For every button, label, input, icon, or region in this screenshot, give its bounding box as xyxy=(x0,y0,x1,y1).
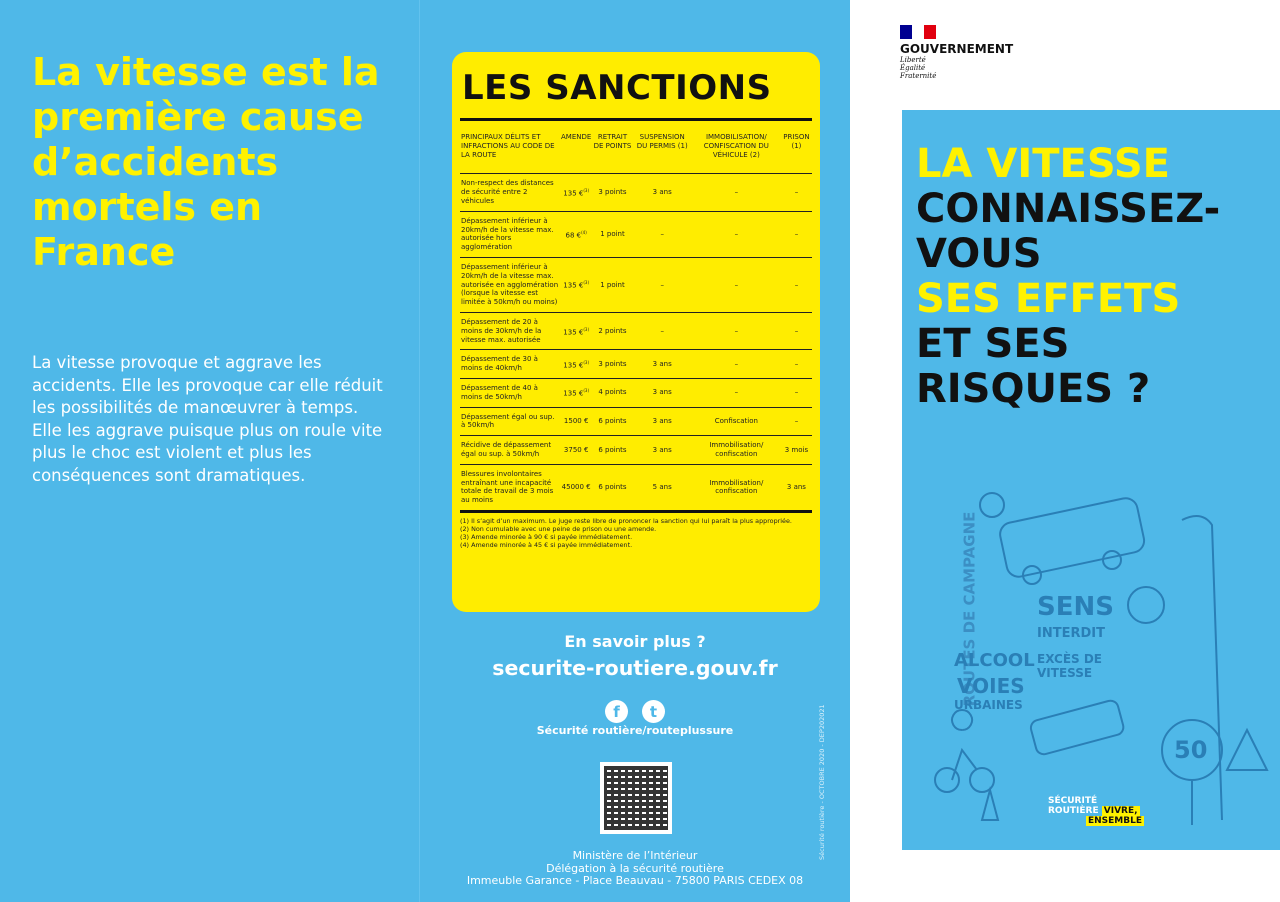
table-cell xyxy=(633,407,692,436)
footnote: (2) Non cumulable avec une peine de prison ou une amende. xyxy=(460,524,657,533)
cell-text: 45000 € xyxy=(561,482,591,491)
table-cell xyxy=(692,312,781,349)
table-cell xyxy=(560,436,592,465)
cell-text: Immobilisation/ confiscation xyxy=(709,478,764,496)
table-cell xyxy=(781,174,812,211)
cell-text: – xyxy=(734,280,739,289)
illustration-label: SENS xyxy=(1037,592,1114,622)
footnote-ref: (4) xyxy=(581,229,587,235)
cover-title xyxy=(916,142,1220,412)
table-row xyxy=(460,257,812,312)
cell-text: – xyxy=(660,280,664,289)
footnote: (1) Il s’agit d’un maximum. Le juge reste libre de prononcer la sanction qui lui paraît la plus appropriée. xyxy=(460,516,792,525)
table-cell xyxy=(633,211,692,257)
table-cell xyxy=(781,378,812,407)
cell-text: Dépassement de 20 à moins de 30km/h de la vitesse max. autorisée xyxy=(461,317,542,344)
cell-text: 135 € xyxy=(563,281,584,290)
table-cell xyxy=(560,378,592,407)
table-cell xyxy=(592,378,632,407)
cell-text: 1 point xyxy=(600,280,625,289)
table-cell xyxy=(692,436,781,465)
table-row xyxy=(460,464,812,510)
table-cell xyxy=(692,174,781,211)
cell-text: Non-respect des distances de sécurité entre 2 véhicules xyxy=(461,179,554,205)
social-handle: Sécurité routière/routeplussure xyxy=(536,724,734,737)
cell-text: – xyxy=(794,188,799,197)
illustration-label: EXCÈS DE VITESSE xyxy=(1037,652,1103,680)
securite-routiere-logo xyxy=(1048,796,1144,826)
table-cell xyxy=(592,407,632,436)
body-paragraph: La vitesse provoque et aggrave les accidents. Elle les provoque car elle réduit les possibilités de manœuvrer à temps. xyxy=(32,353,383,417)
motto: Égalité xyxy=(900,64,926,72)
table-cell xyxy=(460,436,560,465)
column-header: RETRAIT DE POINTS xyxy=(593,133,632,150)
cell-text: 5 ans xyxy=(652,482,672,491)
cell-text: – xyxy=(734,229,739,238)
cell-text: Dépassement égal ou sup. à 50km/h xyxy=(461,412,555,430)
twitter-icon[interactable]: t xyxy=(642,700,665,723)
cell-text: 4 points xyxy=(598,388,627,397)
left-title: La vitesse est la première cause d’accidents mortels en France xyxy=(32,50,380,274)
column-header: PRISON (1) xyxy=(783,133,810,150)
cell-text: – xyxy=(660,326,664,335)
table-cell xyxy=(560,464,592,510)
table-cell xyxy=(781,350,812,379)
table-cell xyxy=(460,464,560,510)
title-line: ET SES xyxy=(916,321,1070,367)
illustration-label: 50 xyxy=(1174,736,1208,764)
table-cell xyxy=(633,174,692,211)
table-cell xyxy=(460,174,560,211)
cell-text: Dépassement de 40 à moins de 50km/h xyxy=(461,383,538,401)
table-cell xyxy=(592,174,632,211)
cell-text: Dépassement inférieur à 20km/h de la vitesse max. autorisée en agglomération (lorsque la vitesse est limitée à 50km/h ou moins) xyxy=(461,262,559,307)
column-header: AMENDE xyxy=(561,133,592,141)
cell-text: – xyxy=(734,188,739,197)
table-cell xyxy=(781,464,812,510)
cell-text: Blessures involontaires entraînant une incapacité totale de travail de 3 mois au moins xyxy=(461,469,554,505)
sanctions-card xyxy=(452,52,820,612)
table-cell xyxy=(460,378,560,407)
facebook-icon[interactable]: f xyxy=(605,700,628,723)
cell-text: 6 points xyxy=(598,416,627,425)
table-cell xyxy=(460,211,560,257)
cell-text: – xyxy=(794,326,799,335)
divider xyxy=(460,118,812,121)
cell-text: – xyxy=(734,388,739,397)
table-row xyxy=(460,312,812,349)
cell-text: 3 points xyxy=(598,359,627,368)
cell-text: 3 points xyxy=(598,188,627,197)
footnote: (4) Amende minorée à 45 € si payée immédiatement. xyxy=(460,540,633,549)
cell-text: 3 ans xyxy=(652,359,672,368)
body-paragraph: Elle les aggrave puisque plus on roule vite plus le choc est violent et plus les conséquences sont dramatiques. xyxy=(32,420,383,485)
cover-card xyxy=(902,110,1280,850)
logo-text: ROUTIÈRE xyxy=(1048,806,1099,816)
footnotes xyxy=(460,510,812,549)
footnote-ref: (3) xyxy=(583,280,590,286)
social-links xyxy=(420,700,850,723)
table-cell xyxy=(560,257,592,312)
table-cell xyxy=(560,174,592,211)
table-cell xyxy=(781,312,812,349)
table-cell xyxy=(592,350,632,379)
table-cell xyxy=(592,257,632,312)
government-logo xyxy=(900,25,1013,80)
table-cell xyxy=(781,436,812,465)
address xyxy=(420,850,850,888)
cell-text: 3750 € xyxy=(563,445,589,454)
cell-text: 6 points xyxy=(598,482,627,491)
cell-text: 1 point xyxy=(600,229,625,238)
learn-more-label: En savoir plus ? xyxy=(564,632,706,651)
cell-text: 3 ans xyxy=(786,482,806,491)
table-cell xyxy=(692,350,781,379)
footnote-ref: (3) xyxy=(583,188,590,194)
road-illustration xyxy=(902,480,1280,850)
table-cell xyxy=(633,464,692,510)
cell-text: – xyxy=(794,359,799,368)
flag-icon xyxy=(900,25,936,39)
table-cell xyxy=(460,350,560,379)
left-panel xyxy=(0,0,420,902)
footnote-ref: (3) xyxy=(583,359,590,365)
footnote-ref: (3) xyxy=(583,326,590,332)
cell-text: – xyxy=(794,416,799,425)
cell-text: 3 ans xyxy=(652,445,672,454)
cell-text: – xyxy=(734,326,739,335)
footnote-ref: (3) xyxy=(583,388,590,394)
table-cell xyxy=(633,350,692,379)
cell-text: Dépassement de 30 à moins de 40km/h xyxy=(461,355,538,373)
column-header: SUSPENSION DU PERMIS (1) xyxy=(636,133,688,150)
title-line: RISQUES ? xyxy=(916,366,1151,412)
title-line: VOUS xyxy=(916,231,1042,277)
title-line: SES EFFETS xyxy=(916,276,1181,322)
table-cell xyxy=(560,407,592,436)
cell-text: – xyxy=(794,229,799,238)
cell-text: 3 ans xyxy=(652,388,672,397)
cell-text: 135 € xyxy=(563,360,584,369)
illustration-label: ALCOOL xyxy=(954,650,1035,671)
middle-panel xyxy=(420,0,850,902)
address-line: Immeuble Garance - Place Beauvau - 75800 PARIS CEDEX 08 xyxy=(466,874,804,887)
cell-text: 3 mois xyxy=(784,445,809,454)
table-cell xyxy=(781,257,812,312)
table-row xyxy=(460,378,812,407)
cell-text: 2 points xyxy=(598,326,627,335)
website-link[interactable]: securite-routiere.gouv.fr xyxy=(492,656,778,680)
footnote: (3) Amende minorée à 90 € si payée immédiatement. xyxy=(460,532,633,541)
table-cell xyxy=(692,257,781,312)
table-cell xyxy=(592,211,632,257)
motto: Liberté xyxy=(900,56,926,64)
cell-text: 135 € xyxy=(563,327,584,336)
column-header: PRINCIPAUX DÉLITS ET INFRACTIONS AU CODE DE LA ROUTE xyxy=(461,133,555,159)
address-line: Délégation à la sécurité routière xyxy=(546,861,724,875)
cell-text: Confiscation xyxy=(714,416,758,425)
cell-text: 3 ans xyxy=(652,416,672,425)
title-line: CONNAISSEZ- xyxy=(916,186,1221,232)
table-cell xyxy=(692,378,781,407)
table-row xyxy=(460,174,812,211)
qr-code[interactable] xyxy=(600,762,672,834)
logo-text: SÉCURITÉ xyxy=(1048,796,1098,806)
table-cell xyxy=(560,350,592,379)
table-cell xyxy=(633,378,692,407)
cell-text: Dépassement inférieur à 20km/h de la vitesse max. autorisée hors agglomération xyxy=(461,216,554,252)
table-row xyxy=(460,407,812,436)
cell-text: 3 ans xyxy=(652,188,672,197)
table-cell xyxy=(592,312,632,349)
cell-text: 135 € xyxy=(563,389,584,398)
table-cell xyxy=(592,436,632,465)
table-cell xyxy=(633,257,692,312)
sanctions-title: LES SANCTIONS xyxy=(462,68,772,108)
cell-text: – xyxy=(660,229,664,238)
cell-text: Récidive de dépassement égal ou sup. à 50km/h xyxy=(461,441,552,458)
table-cell xyxy=(560,211,592,257)
table-cell xyxy=(460,407,560,436)
cover-panel xyxy=(850,0,1280,902)
illustration-label: URBAINES xyxy=(954,698,1023,712)
table-cell xyxy=(692,407,781,436)
cell-text: – xyxy=(734,359,739,368)
table-cell xyxy=(692,211,781,257)
government-name: GOUVERNEMENT xyxy=(900,42,1014,56)
illustration-label: VOIES xyxy=(957,674,1025,698)
logo-text: VIVRE, xyxy=(1103,806,1138,816)
table-row xyxy=(460,211,812,257)
cell-text: 135 € xyxy=(563,189,584,198)
table-cell xyxy=(781,407,812,436)
address-line: Ministère de l’Intérieur xyxy=(572,849,698,862)
motto: Fraternité xyxy=(900,72,937,80)
logo-text: ENSEMBLE xyxy=(1088,816,1143,826)
cell-text: Immobilisation/ confiscation xyxy=(709,441,764,458)
print-reference: Sécurité routière - OCTOBRE 2020 - DEP202021 xyxy=(818,704,826,860)
cell-text: – xyxy=(794,280,799,289)
table-cell xyxy=(460,257,560,312)
table-row xyxy=(460,436,812,465)
column-header: IMMOBILISATION/ CONFISCATION DU VÉHICULE (2) xyxy=(703,133,769,159)
illustration-label: ROUTES DE CAMPAGNE xyxy=(960,511,979,707)
sanctions-table xyxy=(460,133,812,510)
table-cell xyxy=(781,211,812,257)
cell-text: 1500 € xyxy=(563,416,589,425)
title-line: LA VITESSE xyxy=(916,141,1170,187)
table-cell xyxy=(592,464,632,510)
table-cell xyxy=(460,312,560,349)
table-row xyxy=(460,350,812,379)
cell-text: 68 € xyxy=(565,231,582,240)
cell-text: – xyxy=(794,388,799,397)
cell-text: 6 points xyxy=(598,445,627,454)
illustration-label: INTERDIT xyxy=(1037,626,1105,641)
left-body xyxy=(32,352,402,487)
table-cell xyxy=(633,312,692,349)
table-cell xyxy=(633,436,692,465)
table-cell xyxy=(692,464,781,510)
table-cell xyxy=(560,312,592,349)
